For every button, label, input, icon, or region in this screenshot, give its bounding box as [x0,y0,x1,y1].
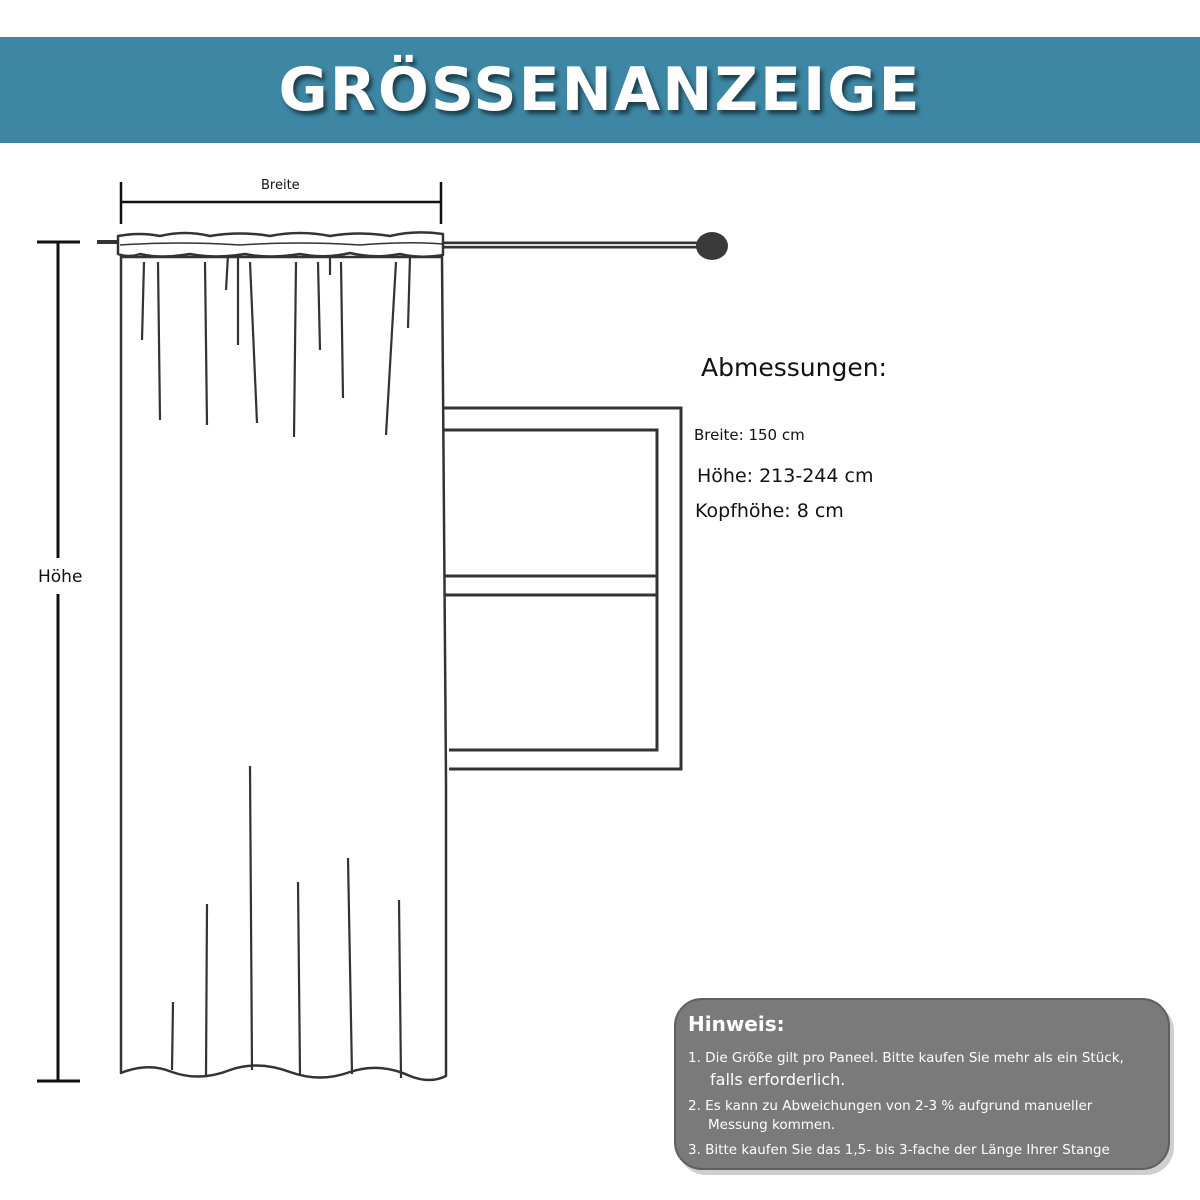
banner-title: GRÖSSENANZEIGE [278,55,922,125]
note-item-1: 1. Die Größe gilt pro Paneel. Bitte kaufen Sie mehr als ein Stück, [688,1050,1124,1066]
height-label: Höhe [38,567,83,587]
height-dimension-marker [37,242,83,1081]
dimension-height: Höhe: 213-244 cm [697,465,874,487]
dimension-header-height: Kopfhöhe: 8 cm [695,500,844,522]
dimensions-title: Abmessungen: [701,353,887,382]
note-box [674,998,1170,1170]
width-label: Breite [261,178,300,193]
note-item-2-continued: Messung kommen. [708,1117,836,1133]
note-item-2: 2. Es kann zu Abweichungen von 2-3 % aufgrund manueller [688,1098,1093,1114]
note-title: Hinweis: [688,1012,785,1036]
rod-finial-icon [696,232,728,260]
dimension-width: Breite: 150 cm [694,426,805,444]
note-item-1-continued: falls erforderlich. [710,1070,846,1089]
note-item-3: 3. Bitte kaufen Sie das 1,5- bis 3-fache der Länge Ihrer Stange [688,1142,1110,1158]
window-frame [442,408,681,769]
curtain-panel [118,232,446,1080]
